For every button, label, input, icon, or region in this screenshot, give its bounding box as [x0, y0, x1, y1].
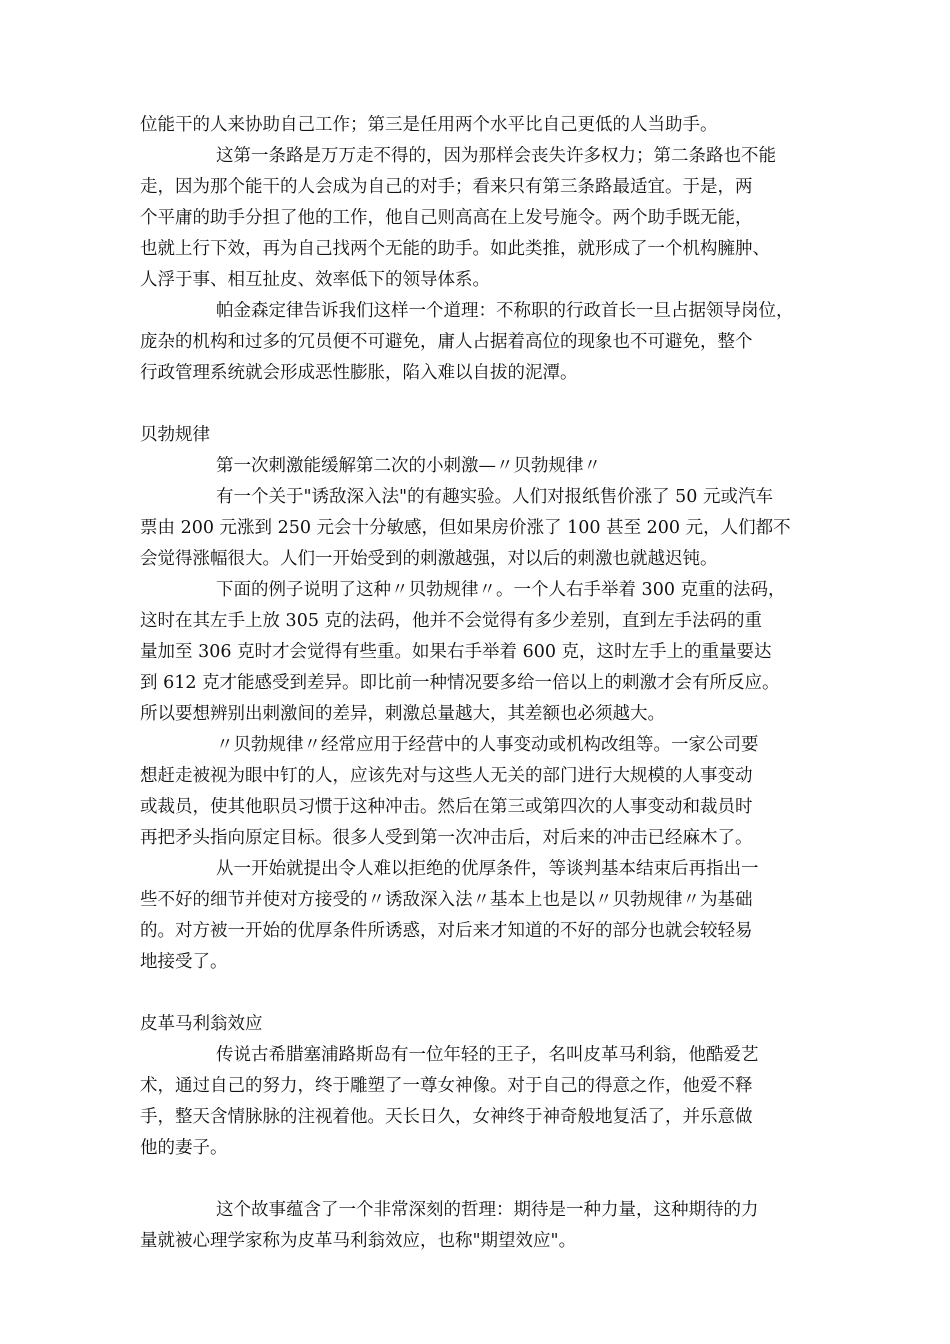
paragraph — [140, 141, 830, 296]
text-line: 有一个关于"诱敌深入法"的有趣实验。人们对报纸售价涨了 50 元或汽车 — [216, 487, 773, 507]
text-line: 下面的例子说明了这种〃贝勃规律〃。一个人右手举着 300 克重的法码， — [216, 580, 786, 600]
text-line: 位能干的人来协助自己工作；第三是任用两个水平比自己更低的人当助手。 — [140, 115, 718, 135]
section-heading: 贝勃规律 — [140, 425, 210, 445]
document-body — [140, 110, 830, 1257]
text-line: 帕金森定律告诉我们这样一个道理：不称职的行政首长一旦占据领导岗位， — [216, 301, 794, 321]
text-line: 这个故事蕴含了一个非常深刻的哲理：期待是一种力量，这种期待的力 — [216, 1200, 759, 1220]
text-line: 术，通过自己的努力，终于雕塑了一尊女神像。对于自己的得意之作，他爱不释 — [140, 1076, 753, 1096]
text-line: 走，因为那个能干的人会成为自己的对手；看来只有第三条路最适宜。于是，两 — [140, 177, 753, 197]
blank-line — [140, 978, 830, 1009]
text-line: 人浮于事、相互扯皮、效率低下的领导体系。 — [140, 270, 490, 290]
text-line: 这时在其左手上放 305 克的法码，他并不会觉得有多少差别，直到左手法码的重 — [140, 611, 763, 631]
blank-line — [140, 389, 830, 420]
paragraph — [140, 1195, 830, 1257]
paragraph — [140, 296, 830, 389]
text-line: 到 612 克才能感受到差异。即比前一种情况要多给一倍以上的刺激才会有所反应。 — [140, 673, 780, 693]
paragraph — [140, 854, 830, 978]
text-line: 庞杂的机构和过多的冗员便不可避免，庸人占据着高位的现象也不可避免，整个 — [140, 332, 753, 352]
text-line: 再把矛头指向原定目标。很多人受到第一次冲击后，对后来的冲击已经麻木了。 — [140, 828, 753, 848]
paragraph — [140, 730, 830, 854]
text-line: 票由 200 元涨到 250 元会十分敏感，但如果房价涨了 100 甚至 200 元，人们都不 — [140, 518, 791, 538]
text-line: 手，整天含情脉脉的注视着他。天长日久，女神终于神奇般地复活了，并乐意做 — [140, 1107, 753, 1127]
section-heading: 皮革马利翁效应 — [140, 1014, 263, 1034]
text-line: 个平庸的助手分担了他的工作，他自己则高高在上发号施令。两个助手既无能， — [140, 208, 753, 228]
paragraph — [140, 1040, 830, 1164]
text-line: 他的妻子。 — [140, 1138, 228, 1158]
text-line: 会觉得涨幅很大。人们一开始受到的刺激越强，对以后的刺激也就越迟钝。 — [140, 549, 718, 569]
blank-line — [140, 1164, 830, 1195]
paragraph — [140, 482, 830, 575]
text-line: 也就上行下效，再为自己找两个无能的助手。如此类推，就形成了一个机构臃肿、 — [140, 239, 770, 259]
paragraph — [140, 575, 830, 730]
text-line: 量加至 306 克时才会觉得有些重。如果右手举着 600 克，这时左手上的重量要达 — [140, 642, 772, 662]
text-line: 想赶走被视为眼中钉的人，应该先对与这些人无关的部门进行大规模的人事变动 — [140, 766, 753, 786]
text-line: 地接受了。 — [140, 952, 228, 972]
text-line: 行政管理系统就会形成恶性膨胀，陷入难以自拔的泥潭。 — [140, 363, 578, 383]
text-line: 或裁员，使其他职员习惯于这种冲击。然后在第三或第四次的人事变动和裁员时 — [140, 797, 753, 817]
text-line: 所以要想辨别出刺激间的差异，刺激总量越大，其差额也必须越大。 — [140, 704, 665, 724]
section-subtitle: 第一次刺激能缓解第二次的小刺激—〃贝勃规律〃 — [216, 456, 601, 476]
text-line: 传说古希腊塞浦路斯岛有一位年轻的王子，名叫皮革马利翁，他酷爱艺 — [216, 1045, 759, 1065]
text-line: 的。对方被一开始的优厚条件所诱惑，对后来才知道的不好的部分也就会较轻易 — [140, 921, 753, 941]
text-line: 从一开始就提出令人难以拒绝的优厚条件，等谈判基本结束后再指出一 — [216, 859, 759, 879]
text-line: 〃贝勃规律〃经常应用于经营中的人事变动或机构改组等。一家公司要 — [216, 735, 759, 755]
text-line: 量就被心理学家称为皮革马利翁效应，也称"期望效应"。 — [140, 1231, 577, 1251]
text-line: 些不好的细节并使对方接受的〃诱敌深入法〃基本上也是以〃贝勃规律〃为基础 — [140, 890, 753, 910]
paragraph — [140, 110, 830, 141]
text-line: 这第一条路是万万走不得的，因为那样会丧失许多权力；第二条路也不能 — [216, 146, 776, 166]
